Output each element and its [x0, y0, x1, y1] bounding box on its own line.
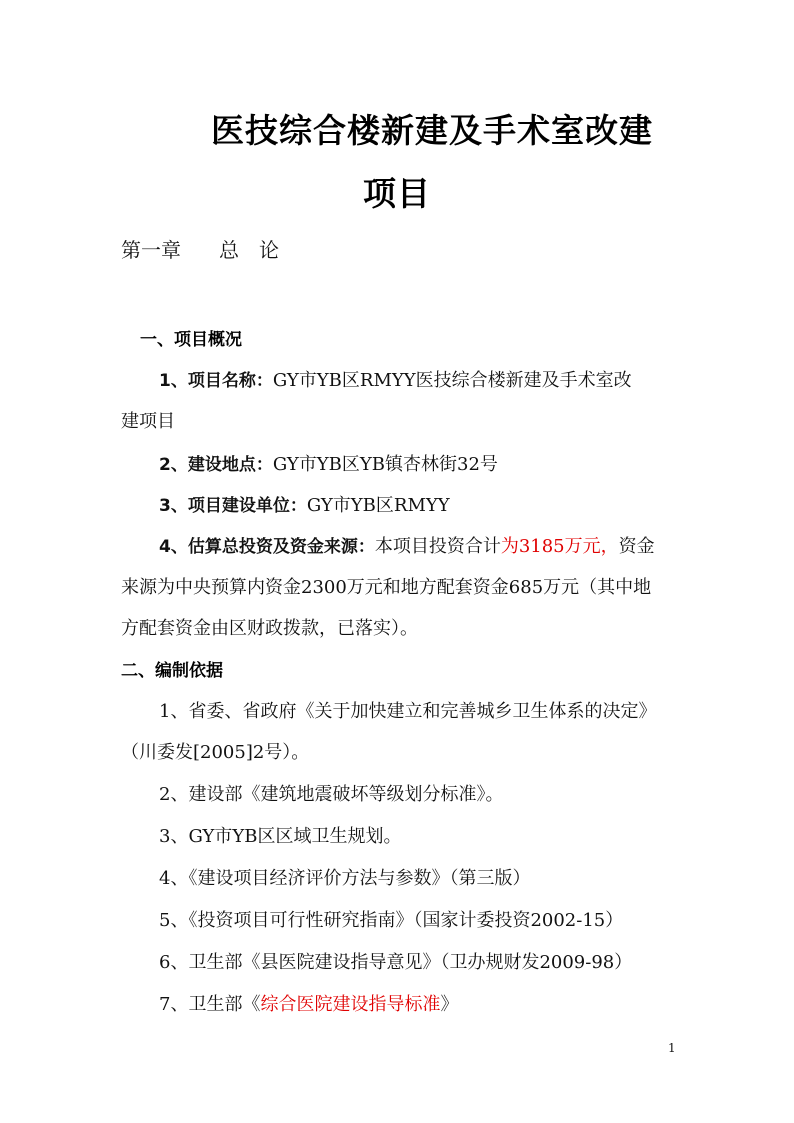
basis-item-7	[159, 990, 458, 1016]
basis-item-7-a: 7、卫生部《	[159, 994, 261, 1015]
chapter-name-b: 论	[259, 238, 279, 262]
item1-label: 1、项目名称：	[159, 371, 273, 391]
chapter-number: 第一章	[121, 238, 181, 262]
basis-item-7-c: 》	[440, 994, 459, 1015]
item2-line	[159, 450, 498, 476]
section2-heading: 二、编制依据	[121, 661, 223, 681]
item2-text: GY市YB区YB镇杏林街32号	[272, 454, 498, 475]
basis-item-2: 2、建设部《建筑地震破坏等级划分标准》。	[159, 784, 504, 805]
item1-text-a: GY市YB区RMYY医技综合楼新建及手术室改	[272, 370, 632, 391]
item4-line3: 方配套资金由区财政拨款，已落实）。	[121, 618, 418, 639]
item4-text-a: 本项目投资合计	[374, 536, 501, 557]
item1-line1	[159, 366, 632, 392]
basis-item-1: 1、省委、省政府《关于加快建立和完善城乡卫生体系的决定》	[159, 701, 657, 722]
item3-label: 3、项目建设单位：	[159, 496, 307, 516]
page-number: 1	[668, 1041, 676, 1055]
basis-item-7-red: 综合医院建设指导标准	[260, 994, 441, 1015]
item4-line1	[159, 532, 655, 558]
chapter-name-a: 总	[219, 238, 239, 262]
chapter-heading	[121, 234, 279, 263]
item4-text-b: 资金	[618, 536, 655, 557]
document-title-line1: 医技综合楼新建及手术室改建	[211, 111, 653, 150]
item4-line2: 来源为中央预算内资金2300万元和地方配套资金685万元（其中地	[121, 577, 652, 598]
item4-label: 4、估算总投资及资金来源：	[159, 537, 375, 557]
basis-item-3: 3、GY市YB区区域卫生规划。	[159, 826, 402, 847]
item1-line2: 建项目	[121, 411, 175, 432]
basis-item-1-cont: （川委发[2005]2号）。	[121, 742, 310, 763]
basis-item-6: 6、卫生部《县医院建设指导意见》（卫办规财发2009-98）	[159, 952, 633, 973]
document-title-line2: 项目	[363, 174, 431, 213]
item3-text: GY市YB区RMYY	[306, 495, 450, 516]
basis-item-5: 5、《投资项目可行性研究指南》（国家计委投资2002-15）	[159, 910, 624, 931]
item4-text-red: 为3185万元，	[500, 536, 619, 557]
basis-item-4: 4、《建设项目经济评价方法与参数》（第三版）	[159, 868, 531, 889]
section1-heading: 一、项目概况	[140, 330, 242, 350]
item3-line	[159, 491, 450, 517]
item2-label: 2、建设地点：	[159, 455, 273, 475]
